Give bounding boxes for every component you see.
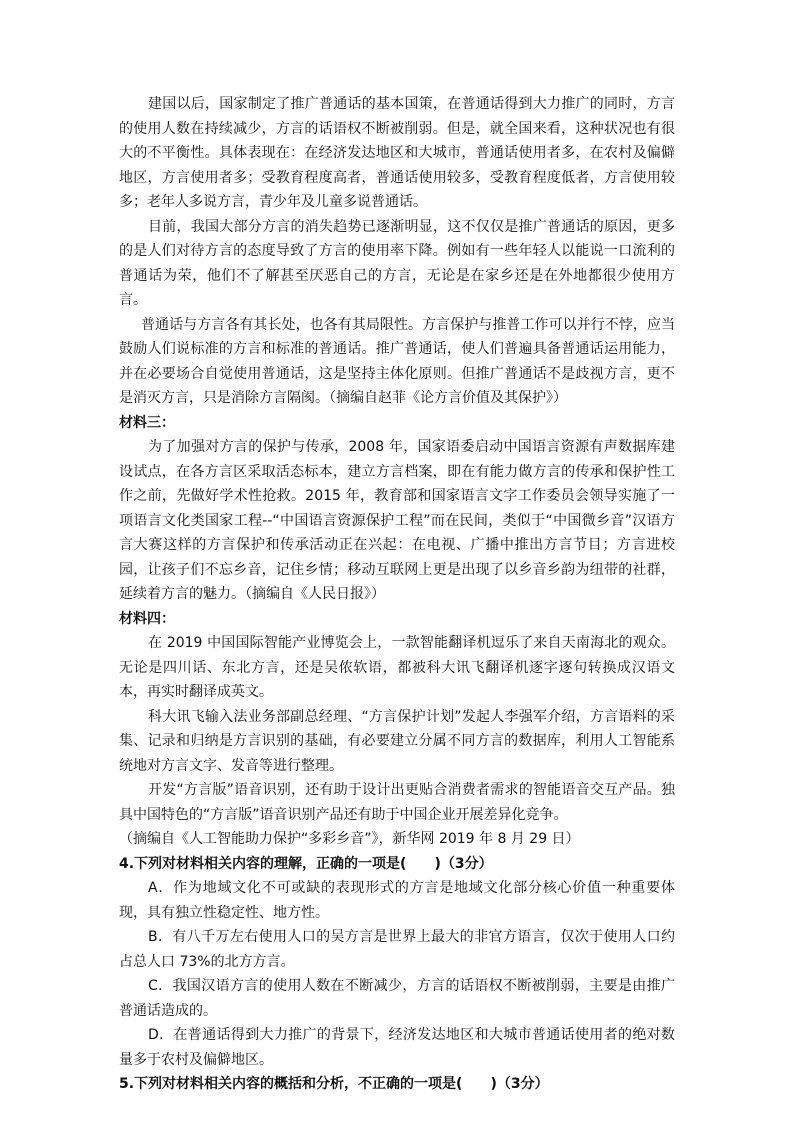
question4-option-a: A．作为地域文化不可或缺的表现形式的方言是地域文化部分核心价值一种重要体现，具有独立性稳定性、地方性。 [119,880,675,921]
question5-stem: 5.下列对材料相关内容的概括和分析，不正确的一项是( )（3分） [119,1076,549,1092]
material4-paragraph-3: 开发“方言版”语音识别，还有助于设计出更贴合消费者需求的智能语音交互产品。独具中国特色的“方言版”语音识别产品还有助于中国企业开展差异化竞争。 [119,782,675,823]
material4-heading: 材料四： [119,610,175,627]
material3-paragraph-1: 为了加强对方言的保护与传承，2008 年，国家语委启动中国语言资源有声数据库建设试点，在各方言区采取活态标本，建立方言档案，即在有能力做方言的传承和保护性工作之前，先做好学术性抢救。2015 年，教育部和国家语言文字工作委员会领导实施了一项语言文化类国家工程--“中国语言资源保护工程”而在民间，类似于“中国微乡音”汉语方言大赛这样的方言保护和传承活动正在兴起：在电视、广播中推出方言节目；方言进校园，让孩子们不忘乡音，记住乡情；移动互联网上更是出现了以乡音乡韵为纽带的社群，延续着方言的魅力。（摘编自《人民日报》） [119,439,675,602]
question4-option-d: D．在普通话得到大力推广的背景下，经济发达地区和大城市普通话使用者的绝对数量多于农村及偏僻地区。 [119,1027,675,1068]
document-page [119,92,675,1097]
material4-source: （摘编自《人工智能助力保护“多彩乡音”》，新华网 2019 年 8 月 29 日） [119,831,580,847]
question4-option-c: C．我国汉语方言的使用人数在不断减少，方言的话语权不断被削弱，主要是由推广普通话造成的。 [119,978,675,1019]
material2-paragraph-2: 目前，我国大部分方言的消失趋势已逐渐明显，这不仅仅是推广普通话的原因，更多的是人们对待方言的态度导致了方言的使用率下降。例如有一些年轻人以能说一口流利的普通话为荣，他们不了解甚至厌恶自己的方言，无论是在家乡还是在外地都很少使用方言。 [119,218,675,308]
material2-paragraph-3: 普通话与方言各有其长处，也各有其局限性。方言保护与推普工作可以并行不悖，应当鼓励人们说标准的方言和标准的普通话。推广普通话，使人们普遍具备普通话运用能力，并在必要场合自觉使用普通话，这是坚持主体化原则。但推广普通话不是歧视方言，更不是消灭方言，只是消除方言隔阂。（摘编自赵菲《论方言价值及其保护》） [119,316,675,406]
material4-paragraph-1: 在 2019 中国国际智能产业博览会上，一款智能翻译机逗乐了来自天南海北的观众。无论是四川话、东北方言，还是吴侬软语，都被科大讯飞翻译机逐字逐句转换成汉语文本，再实时翻译成英文。 [119,635,675,700]
question4-stem: 4.下列对材料相关内容的理解，正确的一项是( )（3分） [119,855,493,872]
material2-paragraph-1: 建国以后，国家制定了推广普通话的基本国策，在普通话得到大力推广的同时，方言的使用人数在持续减少，方言的话语权不断被削弱。但是，就全国来看，这种状况也有很大的不平衡性。具体表现在：在经济发达地区和大城市，普通话使用者多，在农村及偏僻地区，方言使用者多；受教育程度高者，普通话使用较多，受教育程度低者，方言使用较多；老年人多说方言，青少年及儿童多说普通话。 [119,96,675,210]
material3-heading: 材料三： [119,414,175,431]
question4-option-b: B．有八千万左右使用人口的吴方言是世界上最大的非官方语言，仅次于使用人口约占总人口 73%的北方方言。 [119,929,675,970]
material4-paragraph-2: 科大讯飞输入法业务部副总经理、“方言保护计划”发起人李强军介绍，方言语料的采集、记录和归纳是方言识别的基础，有必要建立分属不同方言的数据库，利用人工智能系统地对方言文字、发音等进行整理。 [119,708,675,774]
